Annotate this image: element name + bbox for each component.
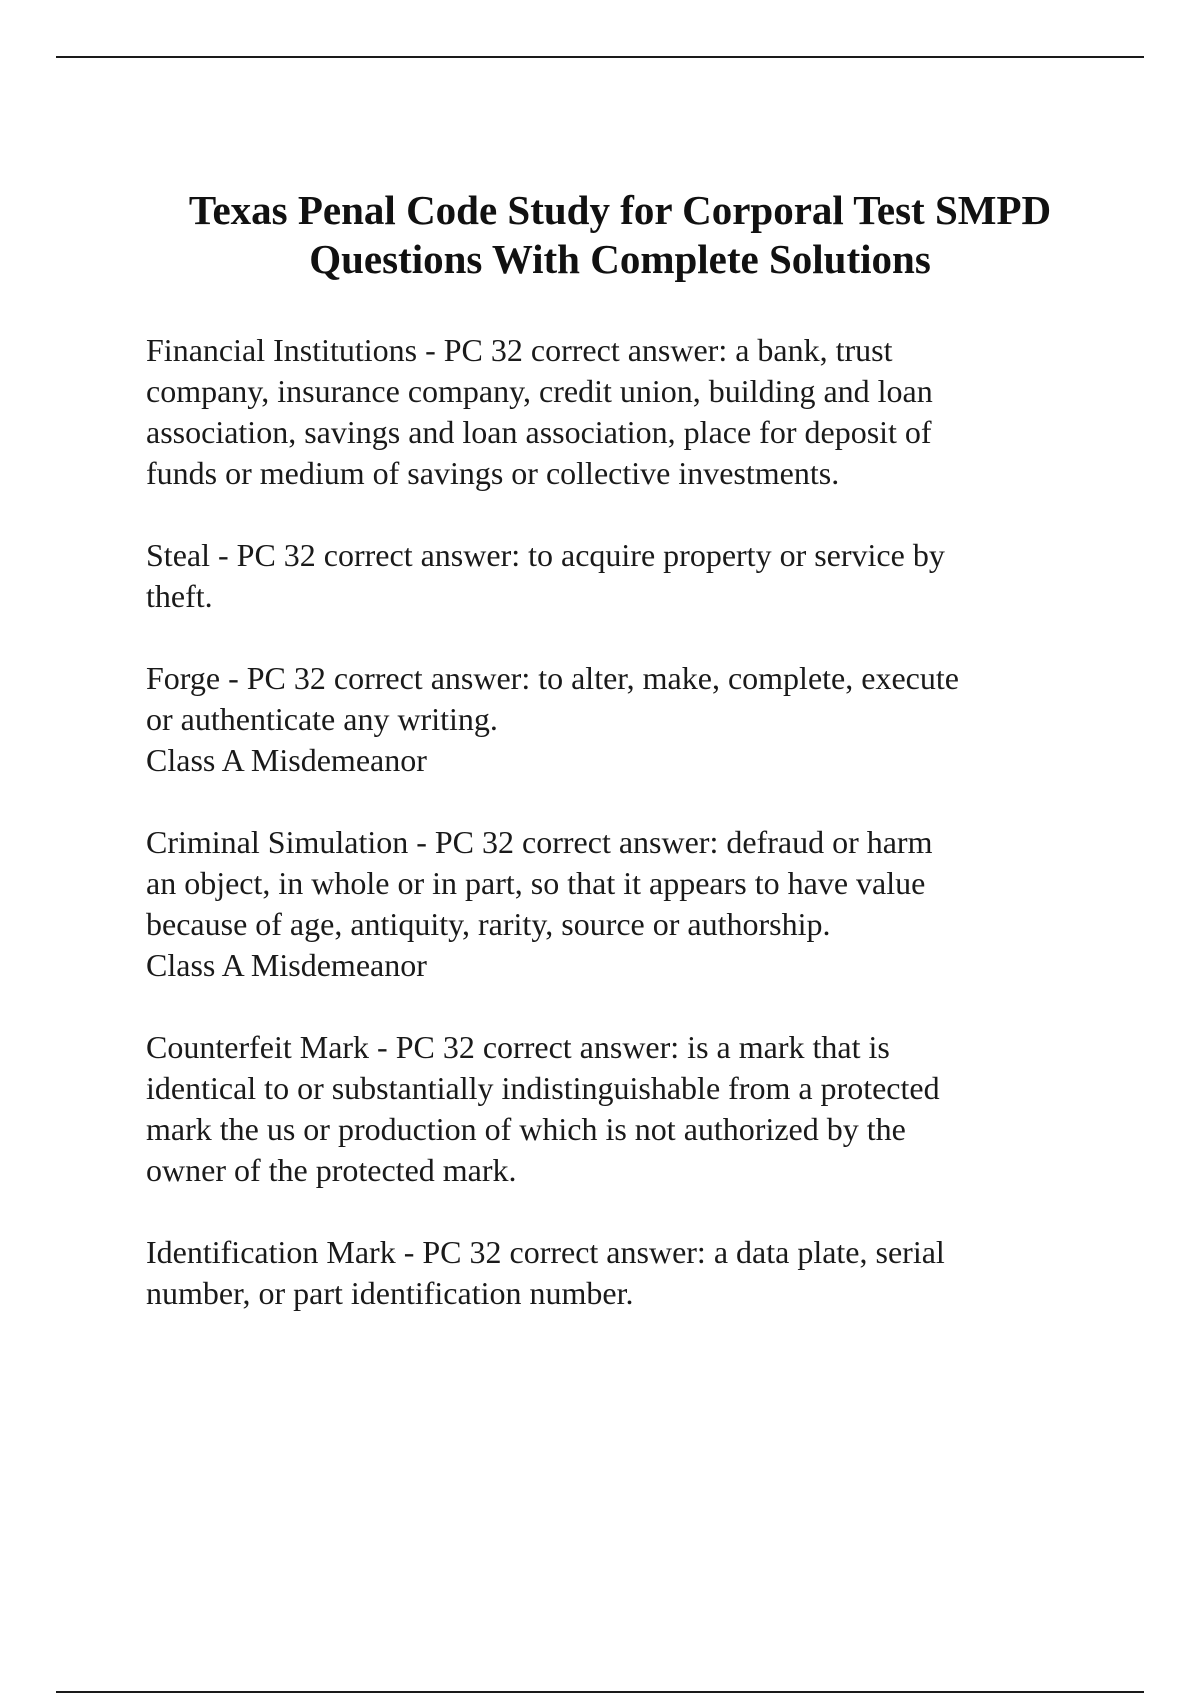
entry-line: Steal - PC 32 correct answer: to acquire property or service by [146, 537, 945, 573]
entry-steal [146, 535, 1106, 617]
header-divider [56, 56, 1144, 58]
entry-line: mark the us or production of which is not authorized by the [146, 1111, 906, 1147]
entry-line: Forge - PC 32 correct answer: to alter, make, complete, execute [146, 660, 959, 696]
entry-line: association, savings and loan association, place for deposit of [146, 414, 932, 450]
entry-financial-institutions [146, 330, 1106, 494]
title-line-2: Questions With Complete Solutions [309, 236, 931, 282]
document-title [120, 186, 1120, 284]
entry-line: Counterfeit Mark - PC 32 correct answer: is a mark that is [146, 1029, 890, 1065]
entry-line: Class A Misdemeanor [146, 742, 427, 778]
entry-counterfeit-mark [146, 1027, 1106, 1191]
entry-line: Criminal Simulation - PC 32 correct answer: defraud or harm [146, 824, 933, 860]
entry-line: identical to or substantially indistinguishable from a protected [146, 1070, 940, 1106]
entry-line: theft. [146, 578, 213, 614]
entry-line: or authenticate any writing. [146, 701, 498, 737]
entry-line: Class A Misdemeanor [146, 947, 427, 983]
entry-criminal-simulation [146, 822, 1106, 986]
entry-line: Financial Institutions - PC 32 correct answer: a bank, trust [146, 332, 893, 368]
entry-line: Identification Mark - PC 32 correct answer: a data plate, serial [146, 1234, 945, 1270]
footer-divider [56, 1691, 1144, 1693]
entry-line: an object, in whole or in part, so that it appears to have value [146, 865, 926, 901]
entry-line: company, insurance company, credit union, building and loan [146, 373, 933, 409]
entry-identification-mark [146, 1232, 1106, 1314]
entry-line: because of age, antiquity, rarity, source or authorship. [146, 906, 831, 942]
entry-line: owner of the protected mark. [146, 1152, 517, 1188]
entry-line: funds or medium of savings or collective investments. [146, 455, 840, 491]
document-body [146, 330, 1106, 1355]
entry-line: number, or part identification number. [146, 1275, 634, 1311]
title-line-1: Texas Penal Code Study for Corporal Test SMPD [188, 187, 1052, 233]
entry-forge [146, 658, 1106, 781]
